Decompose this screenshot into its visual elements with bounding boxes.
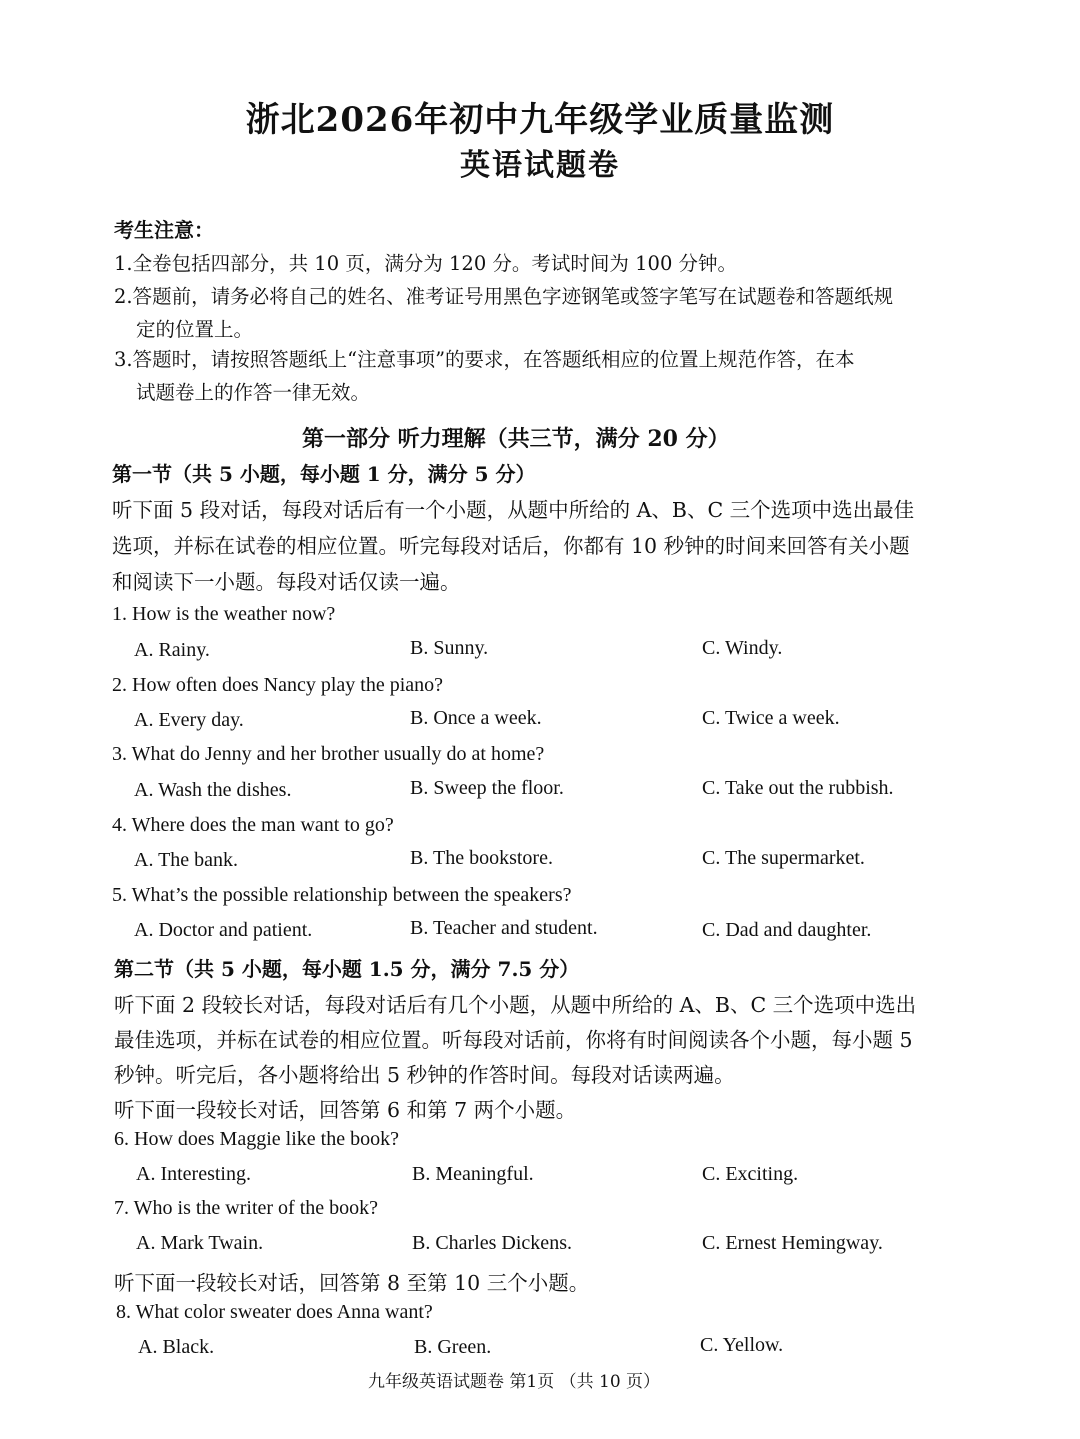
question-5-option-b: B. Teacher and student.: [410, 917, 598, 939]
notice-heading: 考生注意：: [114, 218, 214, 242]
question-4: 4. Where does the man want to go?: [112, 814, 394, 836]
question-5-option-a: A. Doctor and patient.: [134, 919, 313, 941]
exam-title: 浙北2026年初中九年级学业质量监测: [245, 100, 835, 140]
section1-instruction-3: 和阅读下一小题。每段对话仅读一遍。: [112, 570, 461, 594]
question-3-option-b: B. Sweep the floor.: [410, 777, 564, 799]
question-7: 7. Who is the writer of the book?: [114, 1197, 379, 1219]
question-7-option-c: C. Ernest Hemingway.: [702, 1232, 883, 1254]
section2-instruction-2: 最佳选项，并标在试卷的相应位置。听每段对话前，你将有时间阅读各个小题，每小题 5: [114, 1028, 913, 1052]
question-5-option-c: C. Dad and daughter.: [702, 919, 872, 941]
question-6-option-c: C. Exciting.: [702, 1163, 799, 1185]
section2-heading: 第二节（共 5 小题，每小题 1.5 分，满分 7.5 分）: [114, 957, 580, 981]
question-4-option-c: C. The supermarket.: [702, 847, 865, 869]
section1-heading: 第一节（共 5 小题，每小题 1 分，满分 5 分）: [112, 462, 536, 486]
question-4-option-b: B. The bookstore.: [410, 847, 553, 869]
notice-line-2: 2.答题前，请务必将自己的姓名、准考证号用黑色字迹钢笔或签字笔写在试题卷和答题纸规: [114, 285, 894, 308]
question-8: 8. What color sweater does Anna want?: [116, 1301, 433, 1323]
question-8-option-a: A. Black.: [138, 1336, 215, 1358]
notice-line-4: 3.答题时，请按照答题纸上“注意事项”的要求，在答题纸相应的位置上规范作答，在本: [114, 348, 855, 371]
question-3-option-c: C. Take out the rubbish.: [702, 777, 894, 799]
notice-line-3: 定的位置上。: [136, 318, 254, 341]
question-5: 5. What’s the possible relationship between the speakers?: [112, 884, 572, 906]
dialogue1-intro: 听下面一段较长对话，回答第 6 和第 7 两个小题。: [114, 1098, 577, 1122]
question-1-option-a: A. Rainy.: [134, 639, 210, 661]
section2-instruction-3: 秒钟。听完后，各小题将给出 5 秒钟的作答时间。每段对话读两遍。: [114, 1063, 735, 1087]
exam-subtitle: 英语试题卷: [460, 148, 620, 183]
page-footer: 九年级英语试题卷 第1页 （共 10 页）: [368, 1372, 661, 1392]
section1-instruction-2: 选项，并标在试卷的相应位置。听完每段对话后，你都有 10 秒钟的时间来回答有关小题: [112, 534, 910, 558]
question-1-option-c: C. Windy.: [702, 637, 783, 659]
part1-heading: 第一部分 听力理解（共三节，满分 20 分）: [302, 426, 730, 452]
question-2-option-a: A. Every day.: [134, 709, 244, 731]
question-6-option-b: B. Meaningful.: [412, 1163, 534, 1185]
question-2-option-b: B. Once a week.: [410, 707, 542, 729]
question-6: 6. How does Maggie like the book?: [114, 1128, 399, 1150]
section2-instruction-1: 听下面 2 段较长对话，每段对话后有几个小题，从题中所给的 A、B、C 三个选项中选出: [114, 993, 917, 1017]
question-2-option-c: C. Twice a week.: [702, 707, 840, 729]
question-8-option-c: C. Yellow.: [700, 1334, 784, 1356]
question-6-option-a: A. Interesting.: [136, 1163, 251, 1185]
question-3-option-a: A. Wash the dishes.: [134, 779, 292, 801]
question-1-option-b: B. Sunny.: [410, 637, 489, 659]
question-7-option-b: B. Charles Dickens.: [412, 1232, 572, 1254]
dialogue2-intro: 听下面一段较长对话，回答第 8 至第 10 三个小题。: [114, 1271, 590, 1295]
question-7-option-a: A. Mark Twain.: [136, 1232, 264, 1254]
notice-line-5: 试题卷上的作答一律无效。: [136, 381, 371, 404]
section1-instruction-1: 听下面 5 段对话，每段对话后有一个小题，从题中所给的 A、B、C 三个选项中选出最佳: [112, 498, 915, 522]
question-1: 1. How is the weather now?: [112, 603, 336, 625]
question-4-option-a: A. The bank.: [134, 849, 239, 871]
question-3: 3. What do Jenny and her brother usually do at home?: [112, 743, 545, 765]
notice-line-1: 1.全卷包括四部分，共 10 页，满分为 120 分。考试时间为 100 分钟。: [114, 252, 738, 275]
question-8-option-b: B. Green.: [414, 1336, 492, 1358]
question-2: 2. How often does Nancy play the piano?: [112, 674, 444, 696]
